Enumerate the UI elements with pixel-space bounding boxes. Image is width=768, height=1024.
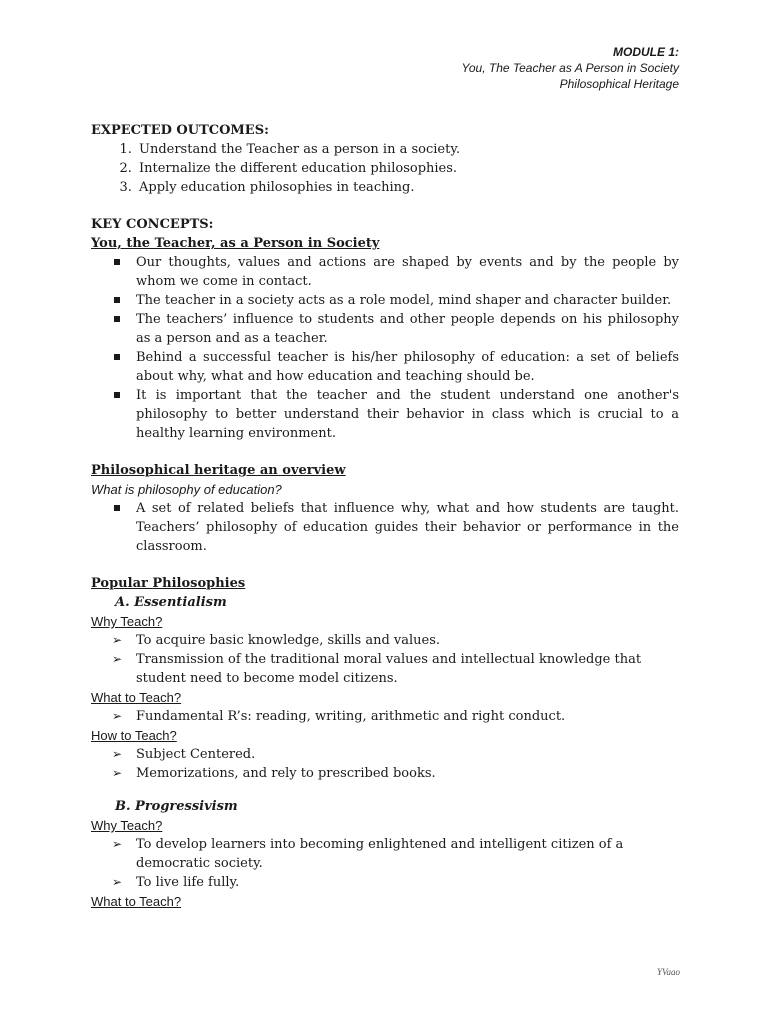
list-item-text: To acquire basic knowledge, skills and values. — [136, 633, 441, 648]
overview-list — [91, 499, 679, 556]
list-item-text: Fundamental R’s: reading, writing, arithmetic and right conduct. — [136, 709, 566, 724]
arrow-bullet-icon: ➢ — [112, 837, 123, 851]
page-header — [462, 44, 679, 92]
square-bullet-icon — [114, 316, 120, 322]
essentialism-what-label: What to Teach? — [91, 690, 182, 705]
essentialism-how-label: How to Teach? — [91, 728, 177, 743]
key-concepts-subtitle: You, the Teacher, as a Person in Society — [91, 236, 380, 251]
arrow-bullet-icon: ➢ — [112, 747, 123, 761]
arrow-bullet-icon: ➢ — [112, 633, 123, 647]
progressivism-why-label: Why Teach? — [91, 818, 163, 833]
list-item-text: The teachers’ influence to students and other people depends on his philosophy as a person and as a teacher. — [136, 312, 679, 346]
list-item-text: Behind a successful teacher is his/her philosophy of education: a set of beliefs about why, what and how education and teaching should be. — [136, 350, 679, 384]
list-item-text: To live life fully. — [136, 875, 240, 890]
list-item — [112, 745, 679, 764]
list-item — [112, 873, 679, 892]
square-bullet-icon — [114, 392, 120, 398]
list-item — [112, 764, 679, 783]
progressivism-what-label: What to Teach? — [91, 894, 182, 909]
progressivism-why-list — [91, 835, 679, 892]
square-bullet-icon — [114, 354, 120, 360]
list-item-text: A set of related beliefs that influence why, what and how students are taught. Teachers’ philosophy of education guides their behavior or performance in the classroom. — [136, 501, 679, 554]
list-item-text: The teacher in a society acts as a role model, mind shaper and character builder. — [136, 293, 672, 308]
key-concepts-title: KEY CONCEPTS: — [91, 217, 214, 232]
header-subtitle-2: Philosophical Heritage — [559, 77, 679, 91]
list-item-text: Transmission of the traditional moral values and intellectual knowledge that student need to become model citizens. — [136, 652, 642, 686]
essentialism-heading: A. Essentialism — [115, 595, 227, 610]
outcome-item: 3. Apply education philosophies in teaching. — [136, 178, 679, 197]
popular-philosophies-title: Popular Philosophies — [91, 576, 246, 591]
key-concepts-list — [91, 253, 679, 443]
arrow-bullet-icon: ➢ — [112, 875, 123, 889]
footer-mark: YVaao — [656, 967, 680, 977]
list-item-text: Subject Centered. — [136, 747, 256, 762]
list-item-text: Memorizations, and rely to prescribed books. — [136, 766, 436, 781]
arrow-bullet-icon: ➢ — [112, 709, 123, 723]
arrow-bullet-icon: ➢ — [112, 652, 123, 666]
document-body — [91, 121, 679, 911]
list-item-text: Our thoughts, values and actions are shaped by events and by the people by whom we come in contact. — [136, 255, 679, 289]
list-item — [136, 348, 679, 386]
header-subtitle-1: You, The Teacher as A Person in Society — [461, 61, 679, 75]
list-item — [112, 835, 679, 873]
essentialism-why-list — [91, 631, 679, 688]
list-item — [136, 310, 679, 348]
overview-question: What is philosophy of education? — [91, 482, 282, 497]
essentialism-how-list — [91, 745, 679, 783]
list-item-text: It is important that the teacher and the student understand one another's philosophy to better understand their behavior in class which is crucial to a healthy learning environment. — [136, 388, 679, 441]
module-label: MODULE 1: — [613, 45, 679, 59]
essentialism-why-label: Why Teach? — [91, 614, 163, 629]
list-item — [112, 650, 679, 688]
square-bullet-icon — [114, 505, 120, 511]
list-item-text: To develop learners into becoming enlightened and intelligent citizen of a democratic society. — [136, 837, 624, 871]
square-bullet-icon — [114, 297, 120, 303]
outcomes-list — [91, 140, 679, 197]
outcomes-title: EXPECTED OUTCOMES: — [91, 123, 269, 138]
outcome-item: 1. Understand the Teacher as a person in a society. — [136, 140, 679, 159]
list-item — [112, 707, 679, 726]
list-item — [136, 291, 679, 310]
overview-title: Philosophical heritage an overview — [91, 463, 346, 478]
progressivism-heading: B. Progressivism — [115, 799, 238, 814]
square-bullet-icon — [114, 259, 120, 265]
arrow-bullet-icon: ➢ — [112, 766, 123, 780]
list-item — [112, 631, 679, 650]
outcome-item: 2. Internalize the different education philosophies. — [136, 159, 679, 178]
essentialism-what-list — [91, 707, 679, 726]
list-item — [136, 386, 679, 443]
list-item — [136, 253, 679, 291]
list-item — [136, 499, 679, 556]
